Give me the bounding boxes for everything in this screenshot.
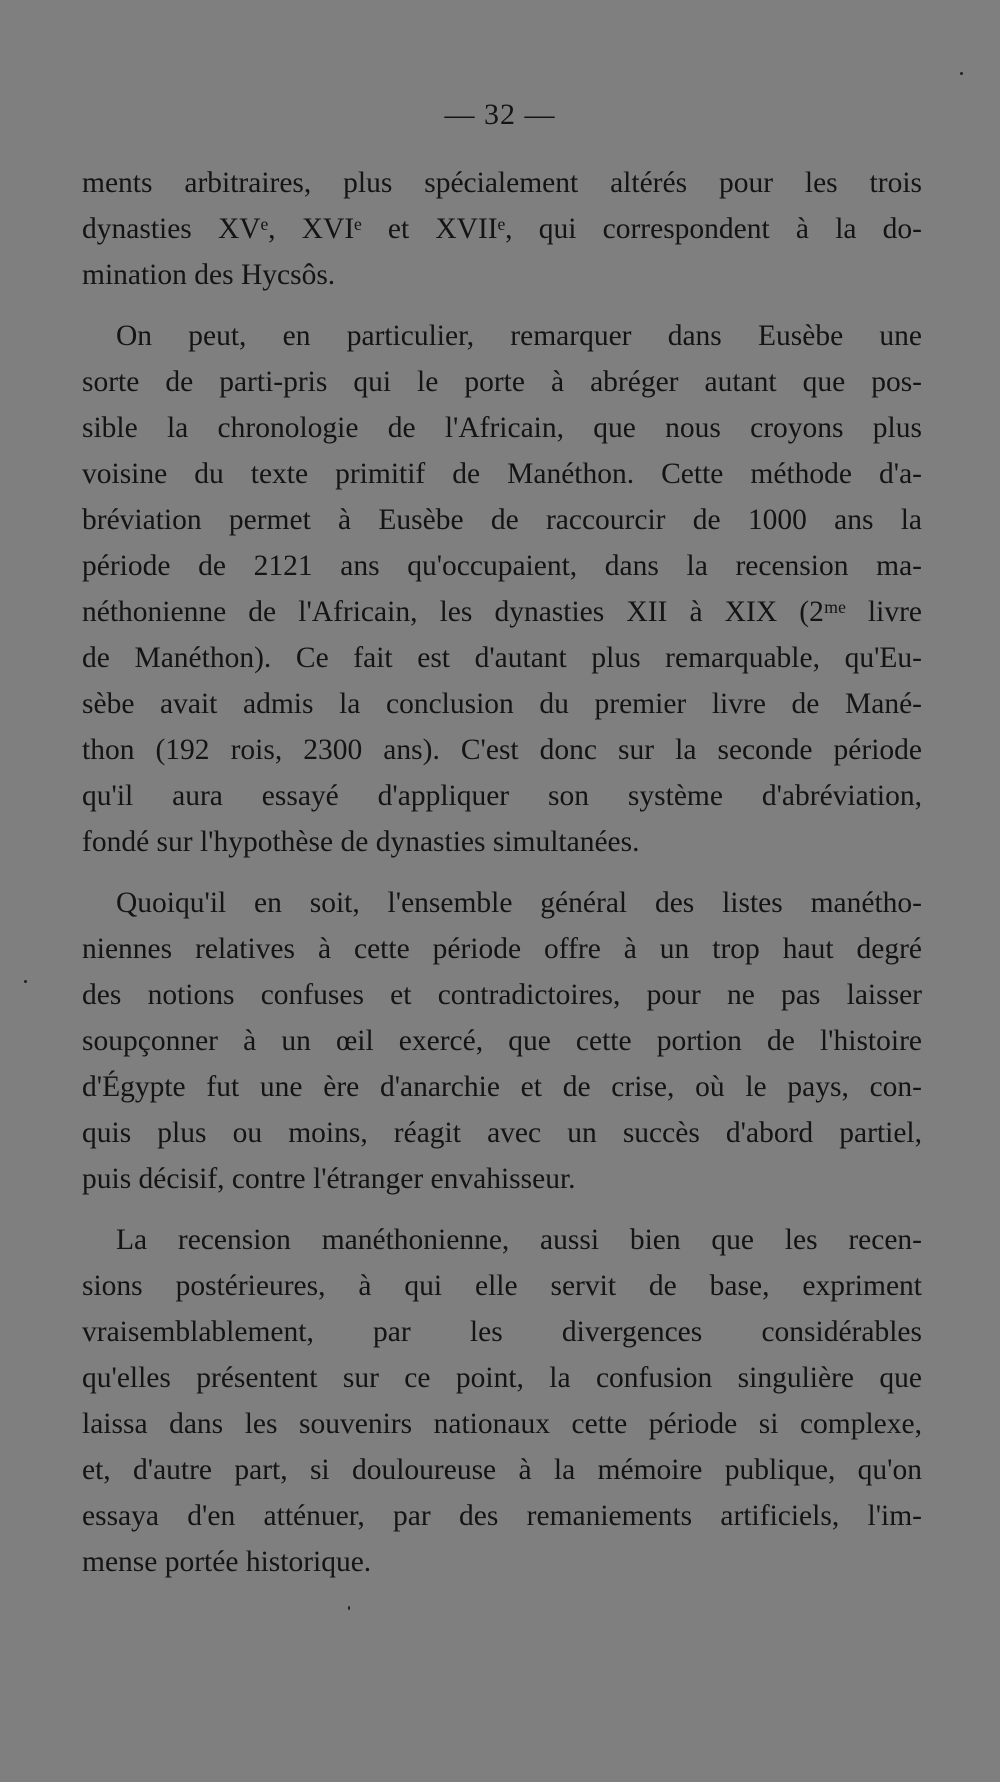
text-line: mense portée historique.	[82, 1546, 372, 1578]
text-line: sorte de parti-pris qui le porte à abréger autant que pos-	[82, 366, 922, 398]
text-line: Quoiqu'il en soit, l'ensemble général des listes manétho-	[116, 887, 922, 919]
text-line: soupçonner à un œil exercé, que cette portion de l'histoire	[82, 1025, 922, 1057]
text-line: qu'elles présentent sur ce point, la confusion singulière que	[82, 1362, 922, 1394]
text-line: de Manéthon). Ce fait est d'autant plus remarquable, qu'Eu-	[82, 642, 922, 674]
text-line: essaya d'en atténuer, par des remaniements artificiels, l'im-	[82, 1500, 922, 1532]
text-line: fondé sur l'hypothèse de dynasties simultanées.	[82, 826, 640, 858]
text-line: période de 2121 ans qu'occupaient, dans la recension ma-	[82, 550, 922, 582]
text-line: néthonienne de l'Africain, les dynasties XII à XIX (2ᵐᵉ livre	[82, 596, 922, 628]
text-line: quis plus ou moins, réagit avec un succès d'abord partiel,	[82, 1117, 922, 1149]
text-line: voisine du texte primitif de Manéthon. Cette méthode d'a-	[82, 458, 922, 490]
text-line: et, d'autre part, si douloureuse à la mémoire publique, qu'on	[82, 1454, 922, 1486]
page-number: — 32 —	[444, 98, 556, 131]
paragraph-2	[82, 313, 922, 865]
text-line: laissa dans les souvenirs nationaux cette période si complexe,	[82, 1408, 922, 1440]
text-line: sions postérieures, à qui elle servit de base, expriment	[82, 1270, 922, 1302]
scan-speck	[348, 1606, 350, 1610]
text-line: niennes relatives à cette période offre à un trop haut degré	[82, 933, 922, 965]
text-line: bréviation permet à Eusèbe de raccourcir de 1000 ans la	[82, 504, 922, 536]
text-line: des notions confuses et contradictoires, pour ne pas laisser	[82, 979, 922, 1011]
scan-speck	[24, 980, 27, 983]
paragraph-3	[82, 880, 922, 1202]
scan-speck	[960, 72, 963, 75]
text-line: sible la chronologie de l'Africain, que nous croyons plus	[82, 412, 922, 444]
text-line: On peut, en particulier, remarquer dans Eusèbe une	[116, 320, 922, 352]
text-line: mination des Hycsôs.	[82, 259, 336, 291]
text-line: thon (192 rois, 2300 ans). C'est donc sur la seconde période	[82, 734, 922, 766]
text-line: qu'il aura essayé d'appliquer son système d'abréviation,	[82, 780, 922, 812]
text-line: La recension manéthonienne, aussi bien que les recen-	[116, 1224, 922, 1256]
text-line: dynasties XVᵉ, XVIᵉ et XVIIᵉ, qui correspondent à la do-	[82, 213, 922, 245]
paragraph-1	[82, 160, 922, 298]
paragraph-4	[82, 1217, 922, 1585]
text-line: d'Égypte fut une ère d'anarchie et de crise, où le pays, con-	[82, 1071, 922, 1103]
text-line: ments arbitraires, plus spécialement altérés pour les trois	[82, 167, 922, 199]
text-line: vraisemblablement, par les divergences considérables	[82, 1316, 922, 1348]
text-line: sèbe avait admis la conclusion du premier livre de Mané-	[82, 688, 922, 720]
body-text	[82, 160, 922, 1600]
text-line: puis décisif, contre l'étranger envahisseur.	[82, 1163, 576, 1195]
